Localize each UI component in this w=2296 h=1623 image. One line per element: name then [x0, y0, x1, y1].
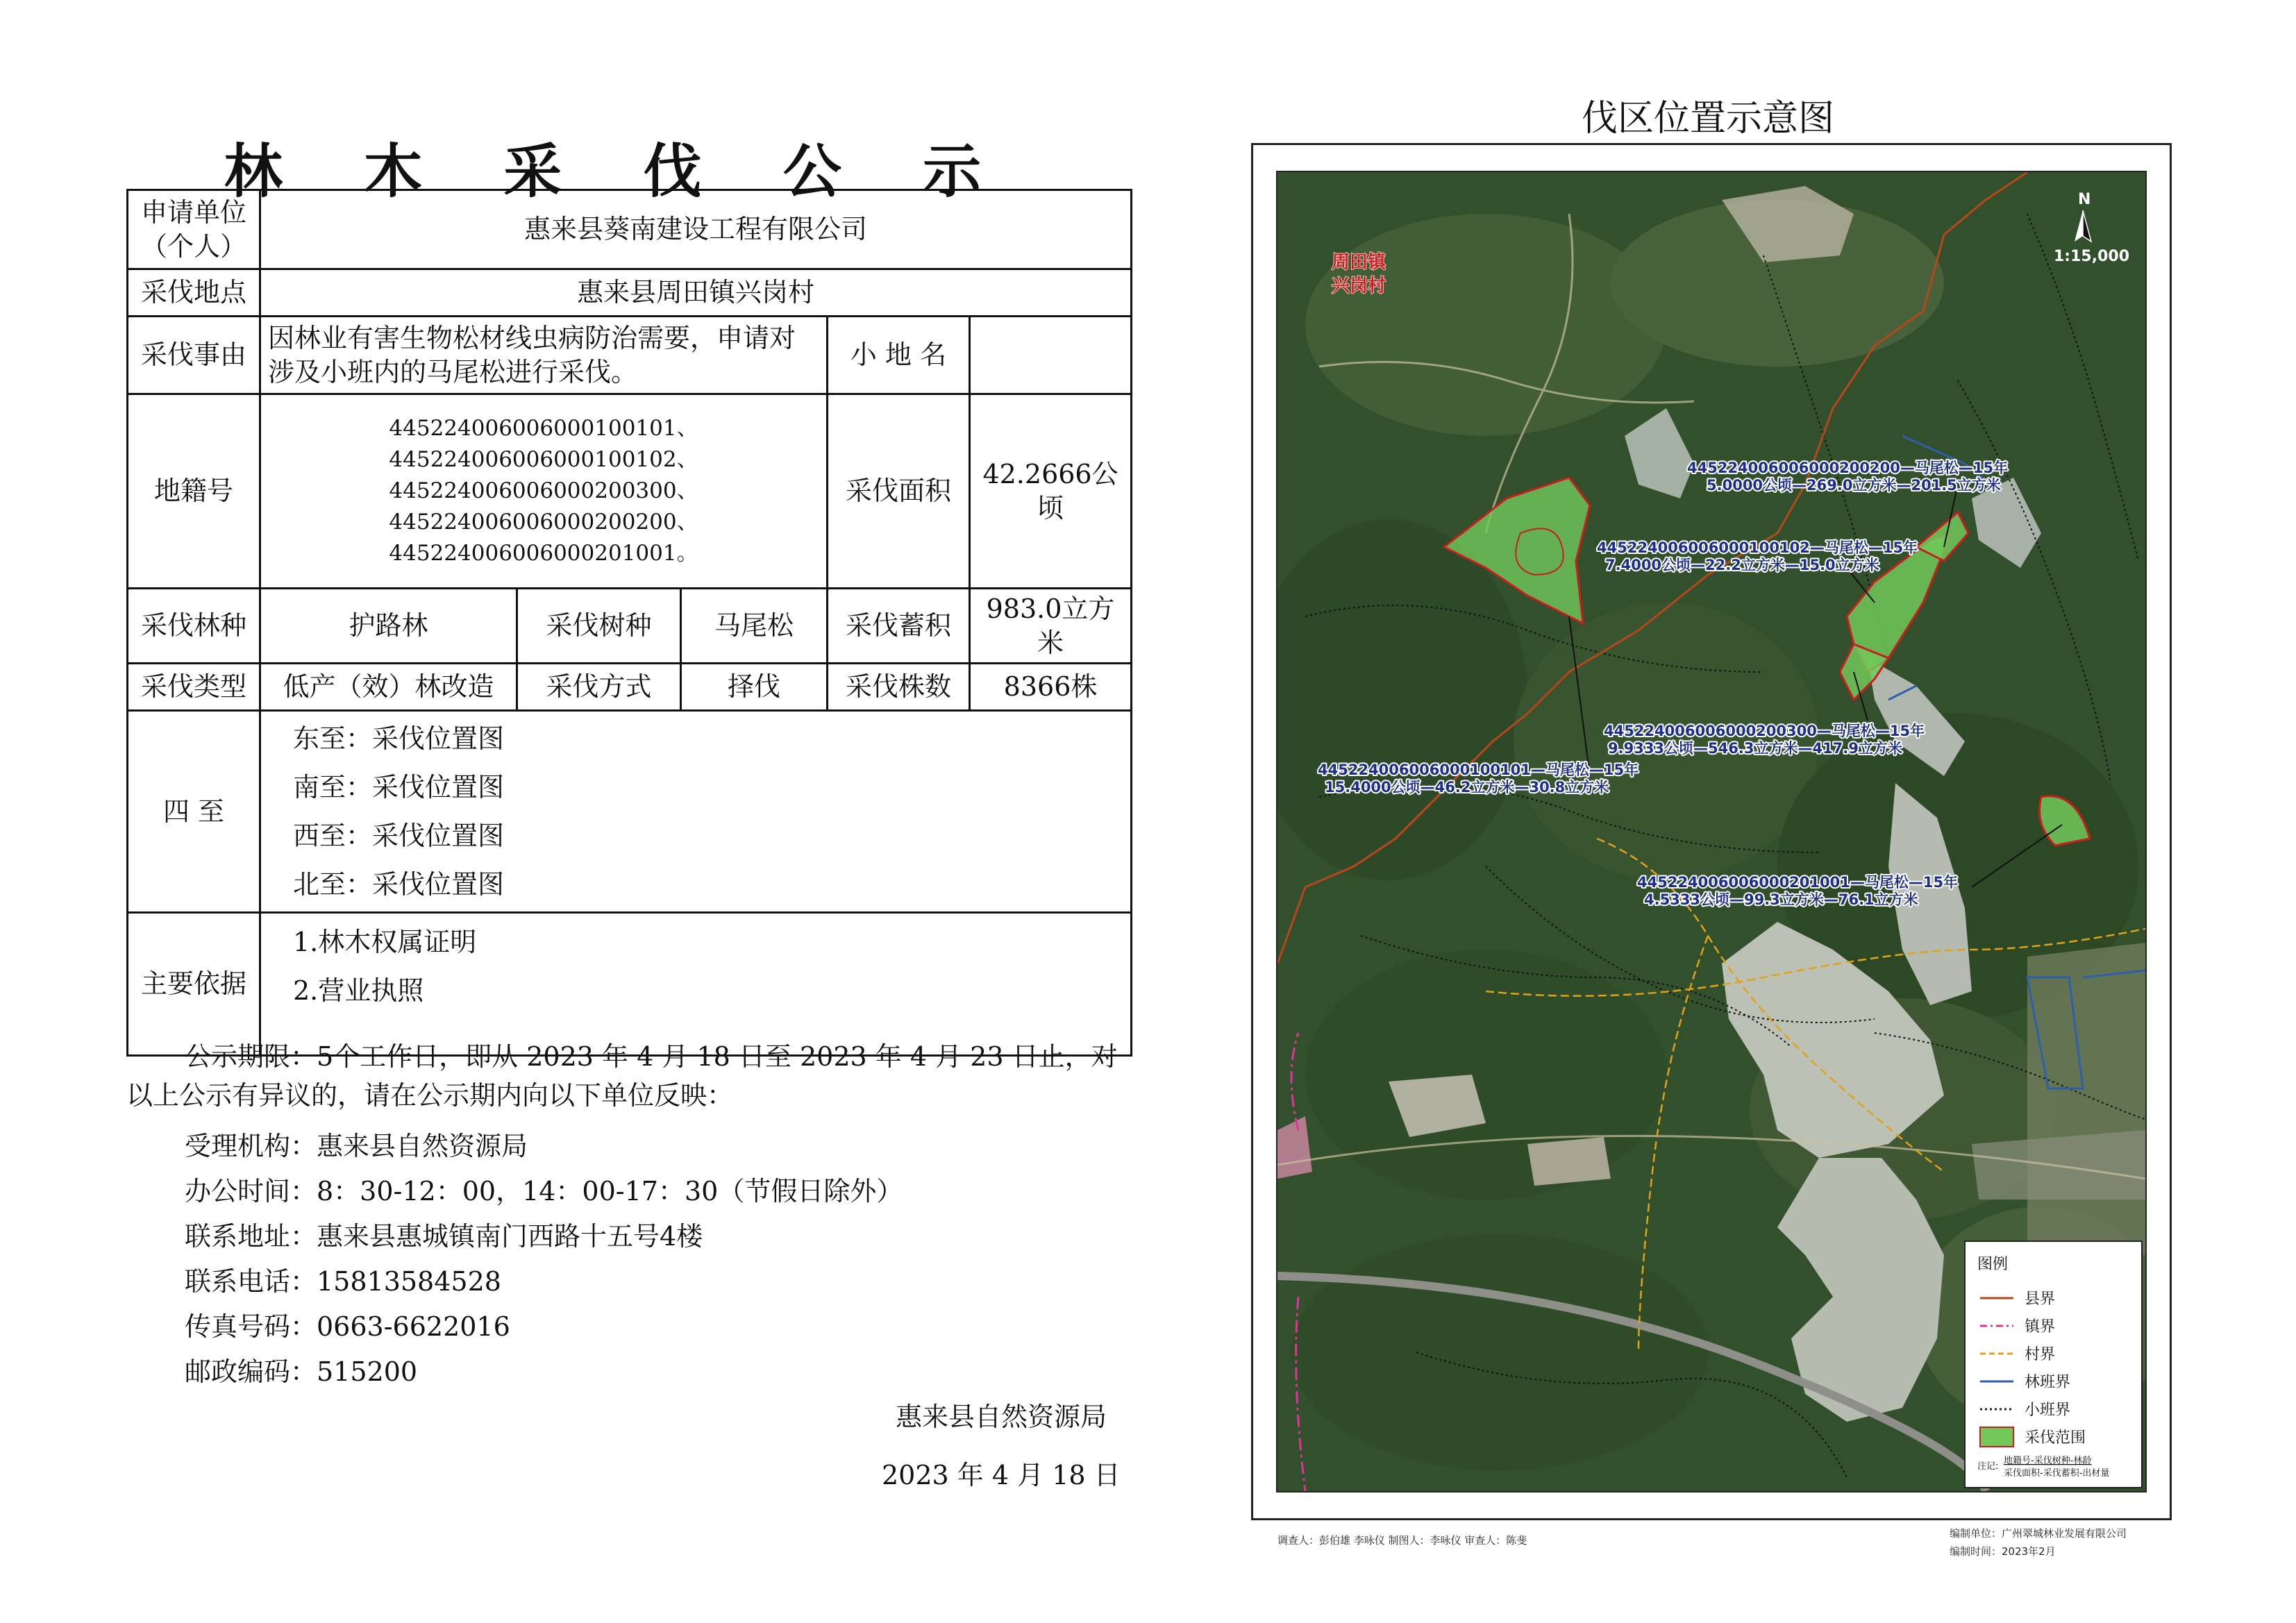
- map-title: 伐区位置示意图: [1581, 98, 1834, 140]
- legend-item: 村界: [2025, 1346, 2056, 1363]
- legend-note: 采伐面积-采伐蓄积-出材量: [2004, 1468, 2110, 1479]
- area-value: 42.2666公顷: [970, 394, 1132, 589]
- parcel-label-line2: 15.4000公顷—46.2立方米—30.8立方米: [1325, 779, 1609, 796]
- cut-type-label: 采伐类型: [128, 664, 260, 711]
- contact-agency: 受理机构：惠来县自然资源局: [185, 1131, 528, 1161]
- signature-office: 惠来县自然资源局: [896, 1402, 1107, 1432]
- location-label: 采伐地点: [128, 269, 260, 317]
- map-footer-staff: 调查人：彭伯雄 李咏仪 制图人：李咏仪 审查人：陈斐: [1277, 1534, 1527, 1547]
- notice-period: [126, 1037, 1130, 1115]
- species-label: 采伐树种: [517, 589, 681, 664]
- side-north: 北至：采伐位置图: [293, 869, 505, 900]
- cut-type-value: 低产（效）林改造: [260, 664, 517, 711]
- village-label: 周田镇: [1332, 252, 1386, 273]
- volume-label: 采伐蓄积: [828, 589, 970, 664]
- basis-item: 2.营业执照: [293, 975, 424, 1007]
- signature-date: 2023 年 4 月 18 日: [882, 1460, 1121, 1490]
- north-label: N: [2078, 191, 2091, 208]
- small-place-value: [970, 317, 1132, 394]
- reason-label: 采伐事由: [128, 317, 260, 394]
- basis-item: 1.林木权属证明: [293, 927, 477, 958]
- period-text: 公示期限：5个工作日，即从 2023 年 4 月 18 日至 2023 年 4 月 23 日止，对以上公示有异议的，请在公示期内向以下单位反映：: [126, 1041, 1118, 1111]
- map-footer-date: 编制时间：2023年2月: [1950, 1545, 2056, 1558]
- legend: [1965, 1241, 2142, 1488]
- method-label: 采伐方式: [517, 664, 681, 711]
- side-south: 南至：采伐位置图: [293, 772, 505, 803]
- reason-value: 因林业有害生物松材线虫病防治需要，申请对涉及小班内的马尾松进行采伐。: [260, 317, 828, 394]
- sides-list: [260, 711, 1132, 913]
- applicant-label: 申请单位（个人）: [128, 190, 260, 269]
- notice-table: [126, 189, 1132, 1057]
- parcel-label-line1: 445224006006000200300—马尾松—15年: [1604, 723, 1925, 739]
- village-label: 兴岗村: [1332, 276, 1386, 296]
- legend-item: 小班界: [2025, 1402, 2071, 1419]
- cadastre-value: 445224006006000100101、445224006006000100102、445224006006000200300、445224006006000200200、445224006006000201001。: [260, 394, 828, 589]
- parcel-label-line2: 5.0000公顷—269.0立方米—201.5立方米: [1707, 477, 2001, 494]
- area-label: 采伐面积: [828, 394, 970, 589]
- side-west: 西至：采伐位置图: [293, 821, 505, 852]
- contact-phone: 联系电话：15813584528: [185, 1266, 501, 1297]
- parcel-label-line1: 445224006006000100102—马尾松—15年: [1597, 539, 1918, 556]
- legend-item: 镇界: [2025, 1318, 2056, 1336]
- notice-title: 林 木 采 伐 公 示: [224, 137, 1012, 205]
- cadastre-label: 地籍号: [128, 394, 260, 589]
- parcel-label-line1: 445224006006000100101—马尾松—15年: [1318, 762, 1639, 778]
- side-east: 东至：采伐位置图: [293, 723, 505, 755]
- forest-type-value: 护路林: [260, 589, 517, 664]
- count-label: 采伐株数: [828, 664, 970, 711]
- parcel-label-line2: 9.9333公顷—546.3立方米—417.9立方米: [1608, 740, 1902, 757]
- count-value: 8366株: [970, 664, 1132, 711]
- method-value: 择伐: [681, 664, 828, 711]
- small-place-label: 小 地 名: [828, 317, 970, 394]
- sides-label: 四 至: [128, 711, 260, 913]
- legend-swatch: [1980, 1427, 2013, 1447]
- legend-item: 采伐范围: [2025, 1429, 2086, 1447]
- legend-note-label: 注记:: [1977, 1461, 1999, 1472]
- volume-value: 983.0立方米: [970, 589, 1132, 664]
- parcel-label-line2: 4.5333公顷—99.3立方米—76.1立方米: [1644, 891, 1918, 908]
- legend-title: 图例: [1977, 1256, 2009, 1273]
- species-value: 马尾松: [681, 589, 828, 664]
- applicant-value: 惠来县葵南建设工程有限公司: [260, 190, 1132, 269]
- basis-list: [260, 913, 1132, 1056]
- forest-type-label: 采伐林种: [128, 589, 260, 664]
- legend-note: 地籍号-采伐树种-林龄: [2004, 1456, 2092, 1466]
- basis-label: 主要依据: [128, 913, 260, 1056]
- contact-address: 联系地址：惠来县惠城镇南门西路十五号4楼: [185, 1221, 703, 1252]
- legend-item: 林班界: [2025, 1374, 2071, 1391]
- scale-label: 1:15,000: [2054, 248, 2130, 265]
- map-footer-unit: 编制单位：广州翠城林业发展有限公司: [1950, 1527, 2127, 1540]
- satellite-map: [1276, 171, 2147, 1492]
- parcel-label-line2: 7.4000公顷—22.2立方米—15.0立方米: [1605, 557, 1879, 573]
- contact-hours: 办公时间：8：30-12：00，14：00-17：30（节假日除外）: [185, 1176, 903, 1206]
- parcel-label-line1: 445224006006000201001—马尾松—15年: [1637, 874, 1959, 891]
- legend-item: 县界: [2025, 1290, 2056, 1308]
- contact-fax: 传真号码：0663-6622016: [185, 1311, 510, 1342]
- location-value: 惠来县周田镇兴岗村: [260, 269, 1132, 317]
- contact-postcode: 邮政编码：515200: [185, 1356, 418, 1387]
- parcel-label-line1: 445224006006000200200—马尾松—15年: [1687, 460, 2009, 476]
